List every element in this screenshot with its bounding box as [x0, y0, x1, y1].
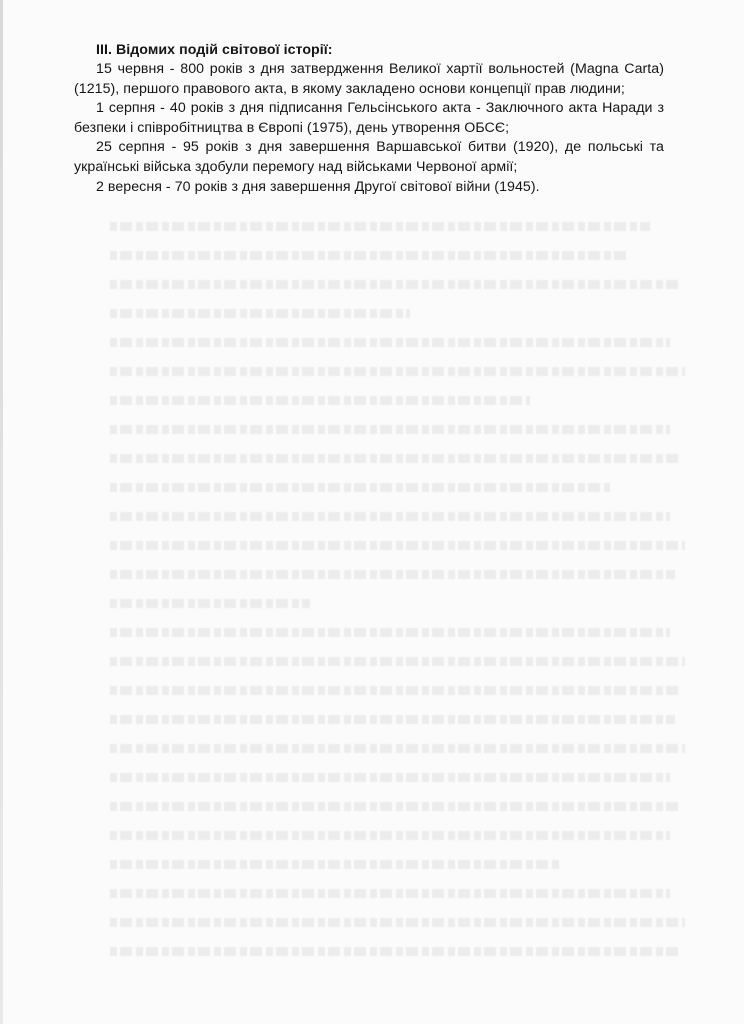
event-paragraph-helsinki-act: 1 серпня - 40 років з дня підписання Гельсінського акта - Заключного акта Наради з безпеки і співробітництва в Європі (1975), день утворення ОБСЄ; [74, 100, 664, 136]
section-heading: III. Відомих подій світової історії: [96, 42, 333, 58]
bleed-through-text [110, 222, 690, 976]
event-paragraph-magna-carta: 15 червня - 800 років з дня затвердження Великої хартії вольностей (Magna Carta) (1215), першого правового акта, в якому закладено основи концепції прав людини; [74, 61, 664, 97]
event-paragraph-warsaw-battle: 25 серпня - 95 років з дня завершення Варшавської битви (1920), де польські та українські війська здобули перемогу над військами Червоної армії; [74, 139, 664, 175]
page-edge-shadow [0, 0, 3, 1024]
document-body [74, 40, 664, 197]
event-paragraph-ww2-end: 2 вересня - 70 років з дня завершення Другої світової війни (1945). [96, 178, 540, 195]
